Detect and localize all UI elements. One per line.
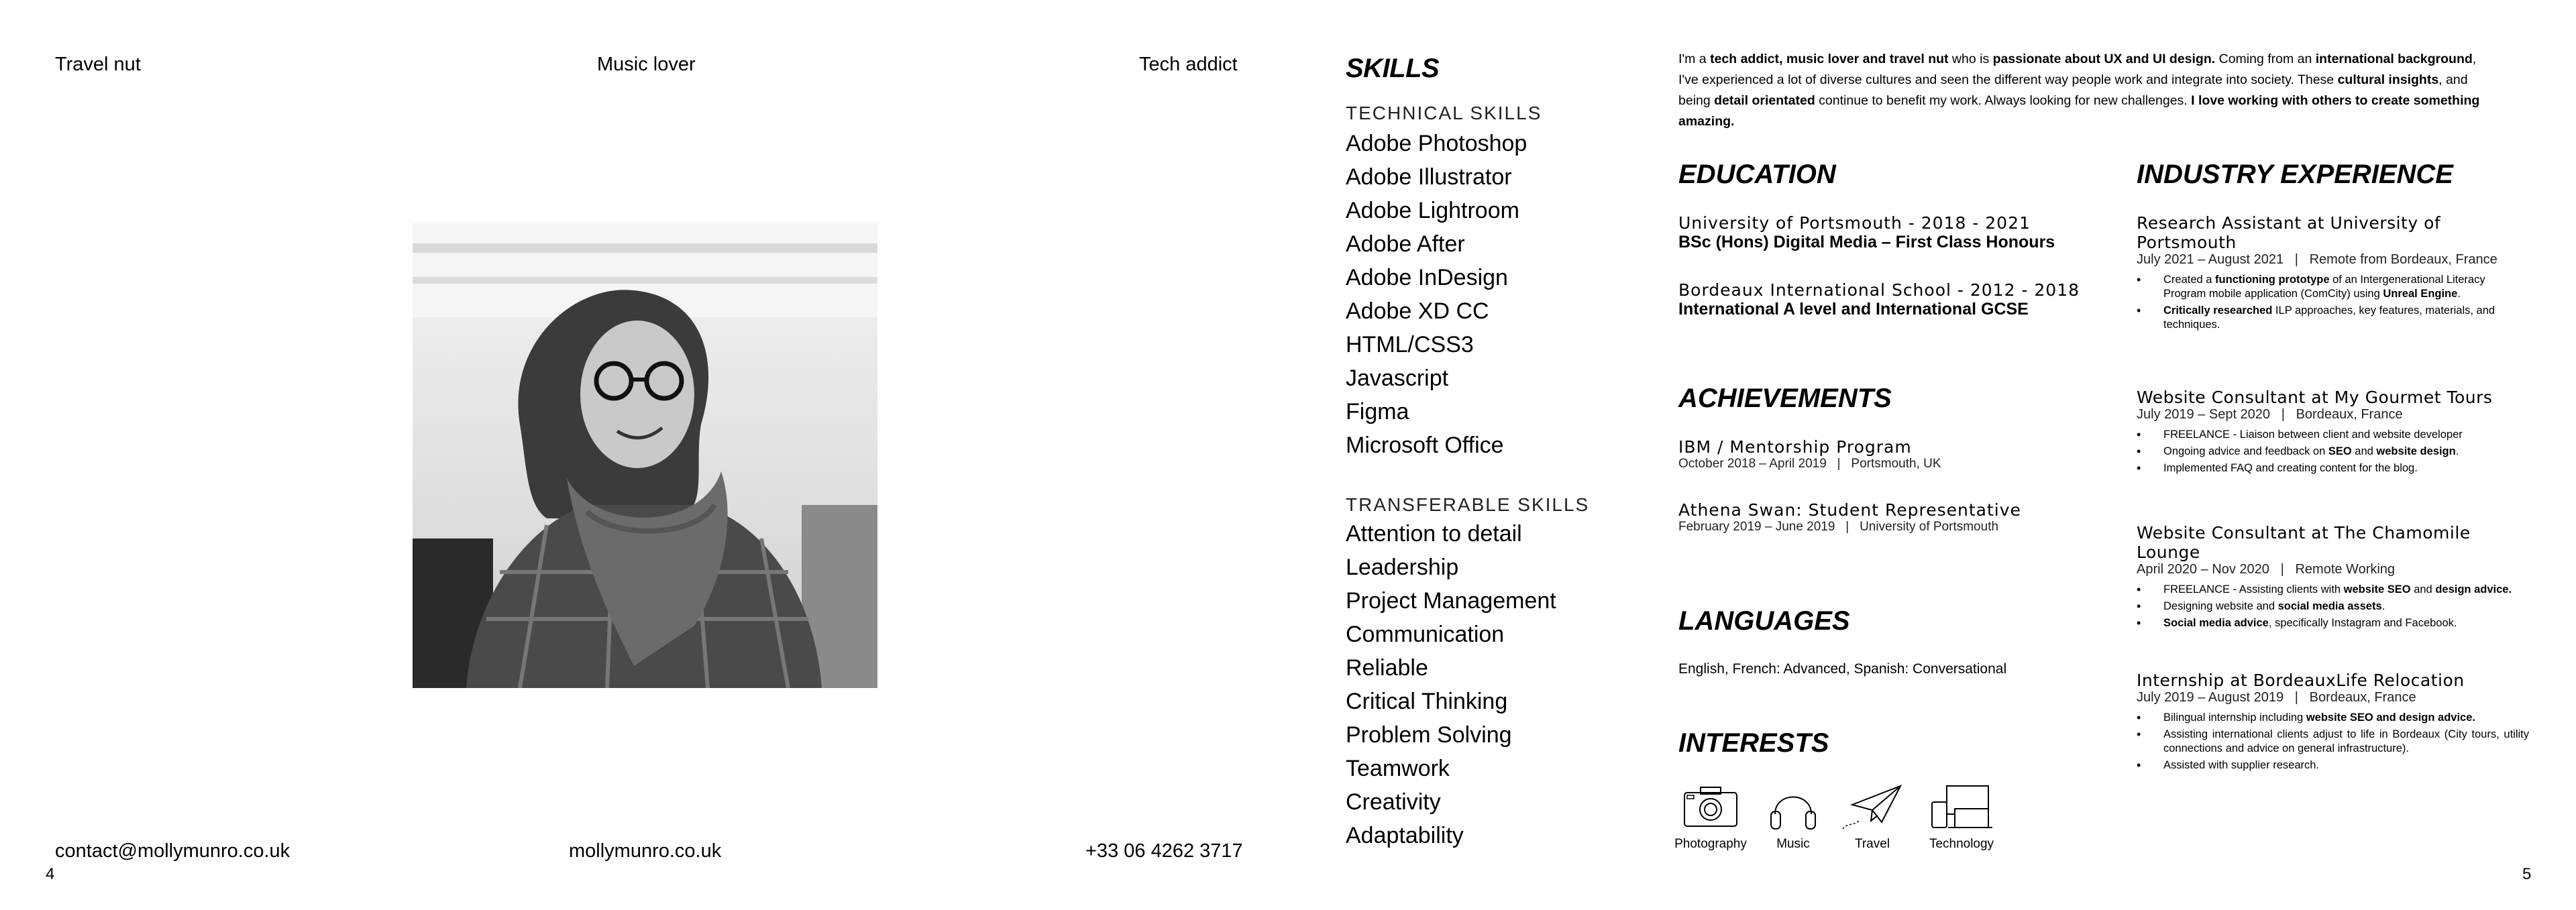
- skill-item: Adobe Lightroom: [1346, 198, 1519, 223]
- portrait-illustration: [413, 223, 877, 688]
- job-bullet: • FREELANCE - Assisting clients with website SEO and design advice.: [2137, 583, 2529, 597]
- education-entry-title: University of Portsmouth - 2018 - 2021: [1678, 213, 2031, 233]
- achievement-place: Portsmouth, UK: [1851, 457, 1941, 471]
- job-date: July 2019 – Sept 2020: [2137, 407, 2271, 422]
- education-entry: [1678, 213, 2108, 252]
- page-number-right: 5: [2522, 865, 2532, 883]
- interest-travel: Travel: [1835, 782, 1909, 852]
- skill-item: HTML/CSS3: [1346, 332, 1474, 357]
- experience-entry: [2137, 523, 2529, 633]
- education-entry-title: Bordeaux International School - 2012 - 2018: [1678, 280, 2080, 300]
- experience-entry: [2137, 671, 2529, 775]
- languages-text: English, French: Advanced, Spanish: Conversational: [1678, 661, 2007, 677]
- job-bullet: • Critically researched ILP approaches, key features, materials, and techniques.: [2137, 304, 2529, 332]
- job-place: Bordeaux, France: [2309, 690, 2416, 705]
- job-bullet: • Implemented FAQ and creating content for the blog.: [2137, 461, 2529, 475]
- skill-item: Adobe XD CC: [1346, 298, 1489, 324]
- skill-item: Adobe InDesign: [1346, 265, 1508, 290]
- separator: |: [1845, 520, 1849, 534]
- job-date: July 2021 – August 2021: [2137, 252, 2284, 267]
- skill-item: Adobe Illustrator: [1346, 164, 1512, 190]
- job-place: Remote from Bordeaux, France: [2309, 252, 2498, 267]
- technical-skills-heading: TECHNICAL SKILLS: [1346, 103, 1542, 123]
- job-title: Website Consultant at The Chamomile Lounge: [2137, 523, 2471, 562]
- job-bullet: • Social media advice, specifically Instagram and Facebook.: [2137, 616, 2529, 630]
- achievements-title: ACHIEVEMENTS: [1678, 384, 1892, 413]
- skill-item: Creativity: [1346, 789, 1441, 815]
- achievement-title: IBM / Mentorship Program: [1678, 437, 1912, 457]
- skill-item: Figma: [1346, 399, 1409, 424]
- job-bullet: • Designing website and social media assets.: [2137, 600, 2529, 614]
- achievement-entry: [1678, 500, 2108, 534]
- tag-travel-nut: Travel nut: [55, 54, 141, 75]
- skill-item: Adaptability: [1346, 823, 1464, 848]
- skill-item: Microsoft Office: [1346, 433, 1504, 458]
- job-bullet: • Ongoing advice and feedback on SEO and website design.: [2137, 445, 2529, 459]
- education-entry-degree: International A level and International GCSE: [1678, 300, 2029, 319]
- skill-item: Problem Solving: [1346, 722, 1512, 748]
- achievement-place: University of Portsmouth: [1860, 520, 1999, 534]
- education-title: EDUCATION: [1678, 160, 1836, 189]
- experience-entry: [2137, 388, 2529, 478]
- separator: |: [2280, 562, 2284, 577]
- education-entry: [1678, 280, 2108, 319]
- job-bullet: • Assisting international clients adjust to life in Bordeaux (City tours, utility connections and advice on general infrastructure).: [2137, 728, 2529, 756]
- interest-photography: Photography: [1670, 782, 1751, 852]
- job-bullet: • Created a functioning prototype of an Intergenerational Literacy Program mobile application (ComCity) using Unreal Engine.: [2137, 273, 2529, 301]
- contact-email[interactable]: contact@mollymunro.co.uk: [55, 840, 290, 862]
- skills-title: SKILLS: [1346, 54, 1440, 83]
- devices-icon: [1928, 782, 1995, 832]
- skill-item: Adobe After: [1346, 231, 1465, 257]
- experience-entry: [2137, 213, 2529, 335]
- skill-item: Leadership: [1346, 555, 1459, 580]
- job-date: April 2020 – Nov 2020: [2137, 562, 2269, 577]
- job-title: Research Assistant at University of Portsmouth: [2137, 213, 2441, 252]
- skill-item: Communication: [1346, 622, 1505, 647]
- separator: |: [1837, 457, 1841, 471]
- job-place: Remote Working: [2295, 562, 2396, 577]
- transferable-skills-list: [1346, 517, 1654, 852]
- tag-music-lover: Music lover: [597, 54, 696, 75]
- skill-item: Project Management: [1346, 588, 1556, 614]
- skill-item: Attention to detail: [1346, 521, 1522, 547]
- achievement-entry: [1678, 437, 2108, 471]
- interest-technology: Technology: [1921, 782, 2002, 852]
- transferable-skills-heading: TRANSFERABLE SKILLS: [1346, 494, 1590, 515]
- job-bullets: [2137, 428, 2529, 475]
- languages-title: LANGUAGES: [1678, 606, 1850, 636]
- camera-icon: [1680, 782, 1741, 832]
- education-entry-degree: BSc (Hons) Digital Media – First Class Honours: [1678, 233, 2055, 251]
- contact-website[interactable]: mollymunro.co.uk: [569, 840, 722, 862]
- job-title: Internship at BordeauxLife Relocation: [2137, 671, 2465, 690]
- profile-photo: [413, 223, 877, 688]
- job-bullet: • Bilingual internship including website SEO and design advice.: [2137, 711, 2529, 725]
- intro-paragraph: I'm a tech addict, music lover and travel nut who is passionate about UX and UI design. Coming from an international background, I've experienced a lot of diverse cultures and seen the different way people work and integrate into society. These cultural insights, and being detail orientated continue to benefit my work. Always looking for new challenges. I love working with others to create something amazing.: [1678, 52, 2480, 129]
- page-number-left: 4: [46, 865, 55, 883]
- experience-title: INDUSTRY EXPERIENCE: [2137, 160, 2453, 189]
- job-bullets: [2137, 711, 2529, 773]
- paper-plane-icon: [1839, 782, 1906, 832]
- achievement-title: Athena Swan: Student Representative: [1678, 500, 2021, 520]
- separator: |: [2294, 252, 2298, 267]
- skill-item: Javascript: [1346, 365, 1449, 391]
- interests-title: INTERESTS: [1678, 728, 1829, 758]
- job-place: Bordeaux, France: [2296, 407, 2403, 422]
- headphones-icon: [1763, 782, 1823, 832]
- separator: |: [2294, 690, 2298, 705]
- job-bullets: [2137, 273, 2529, 332]
- contact-phone: +33 06 4262 3717: [1085, 840, 1243, 862]
- job-bullet: • Assisted with supplier research.: [2137, 758, 2529, 773]
- interest-music: Music: [1763, 782, 1823, 852]
- job-date: July 2019 – August 2019: [2137, 690, 2284, 705]
- skills-section: [1346, 54, 1654, 852]
- tag-tech-addict: Tech addict: [1139, 54, 1238, 75]
- job-title: Website Consultant at My Gourmet Tours: [2137, 388, 2493, 407]
- achievement-date: October 2018 – April 2019: [1678, 457, 1827, 471]
- skill-item: Reliable: [1346, 655, 1428, 681]
- interests-row: [1670, 782, 2002, 852]
- separator: |: [2281, 407, 2285, 422]
- job-bullet: • FREELANCE - Liaison between client and website developer: [2137, 428, 2529, 442]
- skill-item: Critical Thinking: [1346, 689, 1508, 714]
- job-bullets: [2137, 583, 2529, 630]
- skill-item: Adobe Photoshop: [1346, 131, 1527, 156]
- technical-skills-list: [1346, 127, 1654, 462]
- skill-item: Teamwork: [1346, 756, 1450, 781]
- achievement-date: February 2019 – June 2019: [1678, 520, 1835, 534]
